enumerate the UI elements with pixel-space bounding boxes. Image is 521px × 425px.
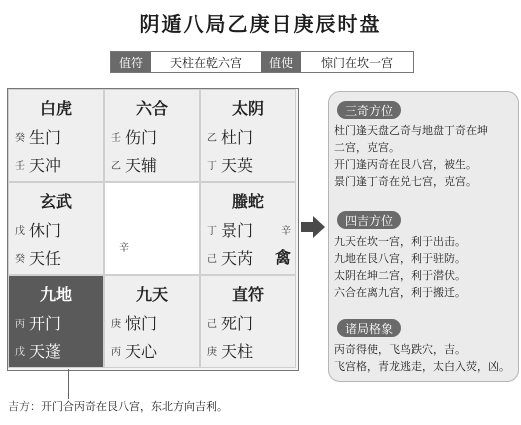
text-line: 九地在艮八宫，利于驻防。 [334, 252, 466, 265]
footer-label: 吉方： [8, 400, 41, 413]
palace-stem: 癸 [15, 133, 25, 144]
palace-center [104, 182, 200, 275]
palace-god: 直符 [231, 285, 264, 304]
palace-xun [8, 89, 104, 182]
palace-stem: 戊 [15, 347, 25, 358]
palace-door: 惊门 [125, 314, 158, 333]
palace-stem: 壬 [15, 161, 25, 172]
text-line: 太阴在坤二宫，利于潜伏。 [334, 269, 466, 282]
palace-star: 天任 [29, 249, 62, 268]
leader-line [68, 369, 69, 399]
palace-star: 天蓬 [29, 342, 62, 361]
section-title-siji: 四吉方位 [337, 211, 401, 229]
zhifu-label: 值符 [111, 52, 151, 72]
palace-god: 九天 [135, 285, 168, 304]
palace-dui [200, 182, 296, 275]
palace-stem: 乙 [111, 161, 121, 172]
palace-door: 休门 [29, 221, 62, 240]
text-line: 飞宫格，青龙逃走，太白入荧，凶。 [334, 360, 510, 373]
text-line: 九天在坎一宫，利于出击。 [334, 235, 466, 248]
palace-door: 生门 [29, 128, 62, 147]
palace-god: 白虎 [39, 99, 72, 118]
palace-stem: 丙 [15, 319, 25, 330]
palace-stem: 丁 [207, 226, 217, 237]
text-line: 杜门逢天盘乙奇与地盘丁奇在坤 [334, 124, 488, 137]
palace-li [104, 89, 200, 182]
palace-door: 杜门 [221, 128, 254, 147]
zhifu-value: 天柱在乾六宫 [151, 52, 261, 72]
palace-door: 开门 [29, 314, 62, 333]
footer-text: 开门合丙奇在艮八宫，东北方向吉利。 [41, 400, 228, 413]
palace-star: 天英 [221, 156, 254, 175]
palace-stem: 壬 [111, 133, 121, 144]
nine-palace-grid [7, 88, 299, 371]
section-title-sanqi: 三奇方位 [337, 101, 401, 119]
zhishi-value: 惊门在坎一宫 [301, 52, 413, 72]
palace-god: 太阴 [231, 99, 264, 118]
center-stem: 辛 [119, 243, 129, 254]
palace-gen [8, 275, 104, 368]
palace-side-star: 禽 [275, 248, 292, 267]
zhishi-label: 值使 [261, 52, 301, 72]
footer-note [8, 398, 228, 414]
text-line: 六合在离九宫，利于搬迁。 [334, 286, 466, 299]
palace-stem: 丙 [111, 347, 121, 358]
palace-stem: 丁 [207, 161, 217, 172]
section-body-geju [334, 341, 514, 375]
text-line: 景门逢丁奇在兑七宫，克宫。 [334, 175, 477, 188]
palace-stem: 庚 [207, 347, 217, 358]
palace-stem: 庚 [111, 319, 121, 330]
arrow-right-icon [301, 216, 325, 238]
palace-door: 伤门 [125, 128, 158, 147]
section-body-siji [334, 233, 514, 301]
palace-star: 天柱 [221, 342, 254, 361]
text-line: 丙奇得使，飞鸟跌穴，吉。 [334, 343, 466, 356]
palace-star: 天芮 [221, 249, 254, 268]
text-line: 二宫，克宫。 [334, 141, 400, 154]
palace-star: 天心 [125, 342, 158, 361]
palace-kan [104, 275, 200, 368]
palace-stem: 癸 [15, 254, 25, 265]
palace-door: 景门 [221, 221, 254, 240]
text-line: 开门逢丙奇在艮八宫，被生。 [334, 158, 477, 171]
palace-star: 天冲 [29, 156, 62, 175]
page-title: 阴遁八局乙庚日庚辰时盘 [139, 12, 382, 36]
info-bar [110, 51, 414, 73]
palace-side-stem: 辛 [281, 226, 291, 237]
palace-stem: 己 [207, 319, 217, 330]
palace-stem: 戊 [15, 226, 25, 237]
palace-stem: 己 [207, 254, 217, 265]
section-body-sanqi [334, 122, 514, 190]
palace-god: 六合 [135, 99, 168, 118]
palace-door: 死门 [221, 314, 254, 333]
palace-star: 天辅 [125, 156, 158, 175]
palace-god: 螣蛇 [231, 192, 264, 211]
palace-god: 玄武 [39, 192, 72, 211]
palace-stem: 乙 [207, 133, 217, 144]
palace-zhen [8, 182, 104, 275]
palace-kun [200, 89, 296, 182]
section-title-geju: 诸局格象 [337, 319, 401, 337]
palace-god: 九地 [39, 285, 72, 304]
palace-qian [200, 275, 296, 368]
